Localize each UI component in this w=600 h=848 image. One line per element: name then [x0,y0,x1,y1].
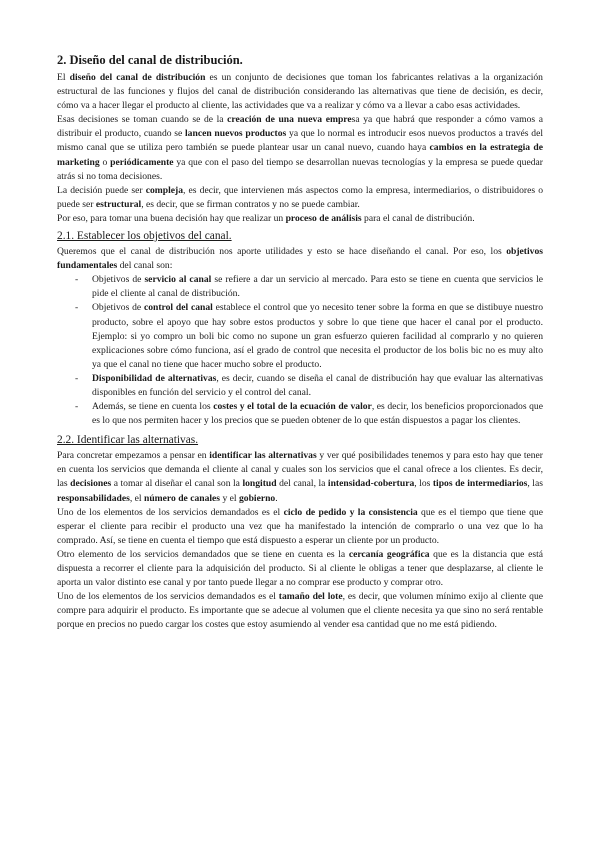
bold-term: número de canales [144,492,221,504]
bold-term: identificar las alternativas [209,450,317,462]
subsection-title-alternatives: 2.2. Identificar las alternativas. [57,434,199,447]
bold-term: costes y el total de la ecuación de valor [213,401,372,413]
alternatives-body [57,449,543,632]
paragraph: Esas decisiones se toman cuando se de la creación de una nueva empresa ya que habrá que responder a cómo vamos a distribuir el producto, cuando se lancen nuevos productos ya que lo normal es introducir esos nuevos productos a través del mismo canal que se utiliza pero también se puede plantear usar un canal nuevo, cuando haya cambios en la estrategia de marketing o periódicamente ya que con el paso del tiempo se desarrollan nuevas tecnologías y la empresa se puede quedar atrás si no toma decisiones. [57,114,543,182]
bold-term: tamaño del lote [278,591,343,603]
objectives-intro: Queremos que el canal de distribución nos aporte utilidades y esto se hace diseñando el canal. Por eso, los objetivos fundamentales del canal son: [57,246,543,272]
list-item: - Objetivos de control del canal establece el control que yo necesito tener sobre la forma en que se distibuye nuestro producto, sobre el apoyo que hay sobre estos productos y sobre lo que tiene que hacer el canal por el producto. Ejemplo: si yo compro un boli bic como no supone un gran esfuerzo quieren facilidad al comprarlo y no quieren explicaciones sobre cómo funciona, así el grado de control que necesita el productor de los bolis bic no es muy alto ya que el canal no tiene que hacer mucho sobre el producto. [57,301,543,371]
bold-term: control del canal [143,302,213,314]
paragraph: La decisión puede ser compleja, es decir, que intervienen más aspectos como la empresa, intermediarios, o distribuidores o puede ser estructural, es decir, que se firman contratos y no se puede cambiar. [57,184,543,210]
bold-term: decisiones [70,478,112,490]
paragraph: Uno de los elementos de los servicios demandados es el tamaño del lote, es decir, que volumen mínimo exijo al cliente que compre para adquirir el producto. Es importante que se adecue al volumen que el cliente necesita ya que sino no será rentable porque en precios no puedo cargar los costes que estoy asumiendo al vender esa cantidad que no me está pidiendo. [57,591,543,631]
paragraph: Otro elemento de los servicios demandados que se tiene en cuenta es la cercanía geográfica que es la distancia que está dispuesta a recorrer el cliente para la adquisición del producto. Si al cliente le obligas a tener que desplazarse, al cliente le aporta un valor distinto ese canal y por tanto puede llegar a no comprar ese producto y comprar otro. [57,548,543,589]
bold-term: estructural [95,198,142,210]
bold-term: creación de una nueva empre [227,114,352,126]
paragraph: Por eso, para tomar una buena decisión hay que realizar un proceso de análisis para el canal de distribución. [57,212,475,224]
bold-term: lancen nuevos productos [185,128,287,140]
paragraph: El diseño del canal de distribución es un conjunto de decisiones que toman los fabricantes relativas a la organización estructural de las funciones y flujos del canal de distribución considerando las alternativas que tiene de decisión, es decir, cómo va a hacer llegar el producto al cliente, las actividades que va a realizar y cómo va a llevar a cabo esas actividades. [57,72,543,112]
objectives-list [57,273,543,428]
bold-term: longitud [242,478,277,490]
bold-term: gobierno [238,492,276,504]
document-page [57,52,543,632]
section-intro [57,71,543,226]
bold-term: intensidad-cobertura [327,478,415,490]
bold-term: Disponibilidad de alternativas [92,372,217,384]
paragraph: Uno de los elementos de los servicios demandados es el ciclo de pedido y la consistencia que es el tiempo que tiene que esperar el cliente para recibir el producto una vez que ha manifestado la intención de comprarlo o una vez que lo ha comprado. Así, se tiene en cuenta el tiempo que está dispuesto a esperar un cliente por un producto. [57,506,543,546]
bold-term: responsabilidades [57,492,130,504]
bold-term: proceso de análisis [285,212,362,224]
bold-term: cercanía geográfica [348,548,430,560]
section-title: 2. Diseño del canal de distribución. [57,53,243,67]
list-item: - Disponibilidad de alternativas, es decir, cuando se diseña el canal de distribución hay que evaluar las alternativas disponibles en función del servicio y el control del canal. [57,372,543,400]
list-item: - Objetivos de servicio al canal se refiere a dar un servicio al mercado. Para esto se tiene en cuenta que servicios le pide el cliente al canal de distribución. [57,273,543,301]
list-item: - Además, se tiene en cuenta los costes y el total de la ecuación de valor, es decir, los beneficios proporcionados que es lo que nos permiten hacer y los precios que se pueden obtener de lo que están dispuestos a pagar los clientes. [57,400,543,428]
paragraph: Para concretar empezamos a pensar en identificar las alternativas y ver qué posibilidades tenemos y para esto hay que tener en cuenta los servicios que demanda el cliente al canal y cuales son los servicios que el canal ofrece a los clientes. Es decir, las decisiones a tomar al diseñar el canal son la longitud del canal, la intensidad-cobertura, los tipos de intermediarios, las responsabilidades, el número de canales y el gobierno. [57,450,543,504]
bold-term: diseño del canal de distribución [69,72,206,83]
bold-term: tipos de intermediarios [432,478,528,490]
bold-term: compleja [145,184,184,196]
bold-term: servicio al canal [144,274,212,286]
bold-term: objetivos fundamentales [57,246,543,272]
bold-term: periódicamente [110,156,174,168]
bold-term: cambios en la estrategia de marketing [57,142,543,168]
subsection-title-objectives: 2.1. Establecer los objetivos del canal. [57,230,232,243]
bold-term: ciclo de pedido y la consistencia [283,506,418,518]
